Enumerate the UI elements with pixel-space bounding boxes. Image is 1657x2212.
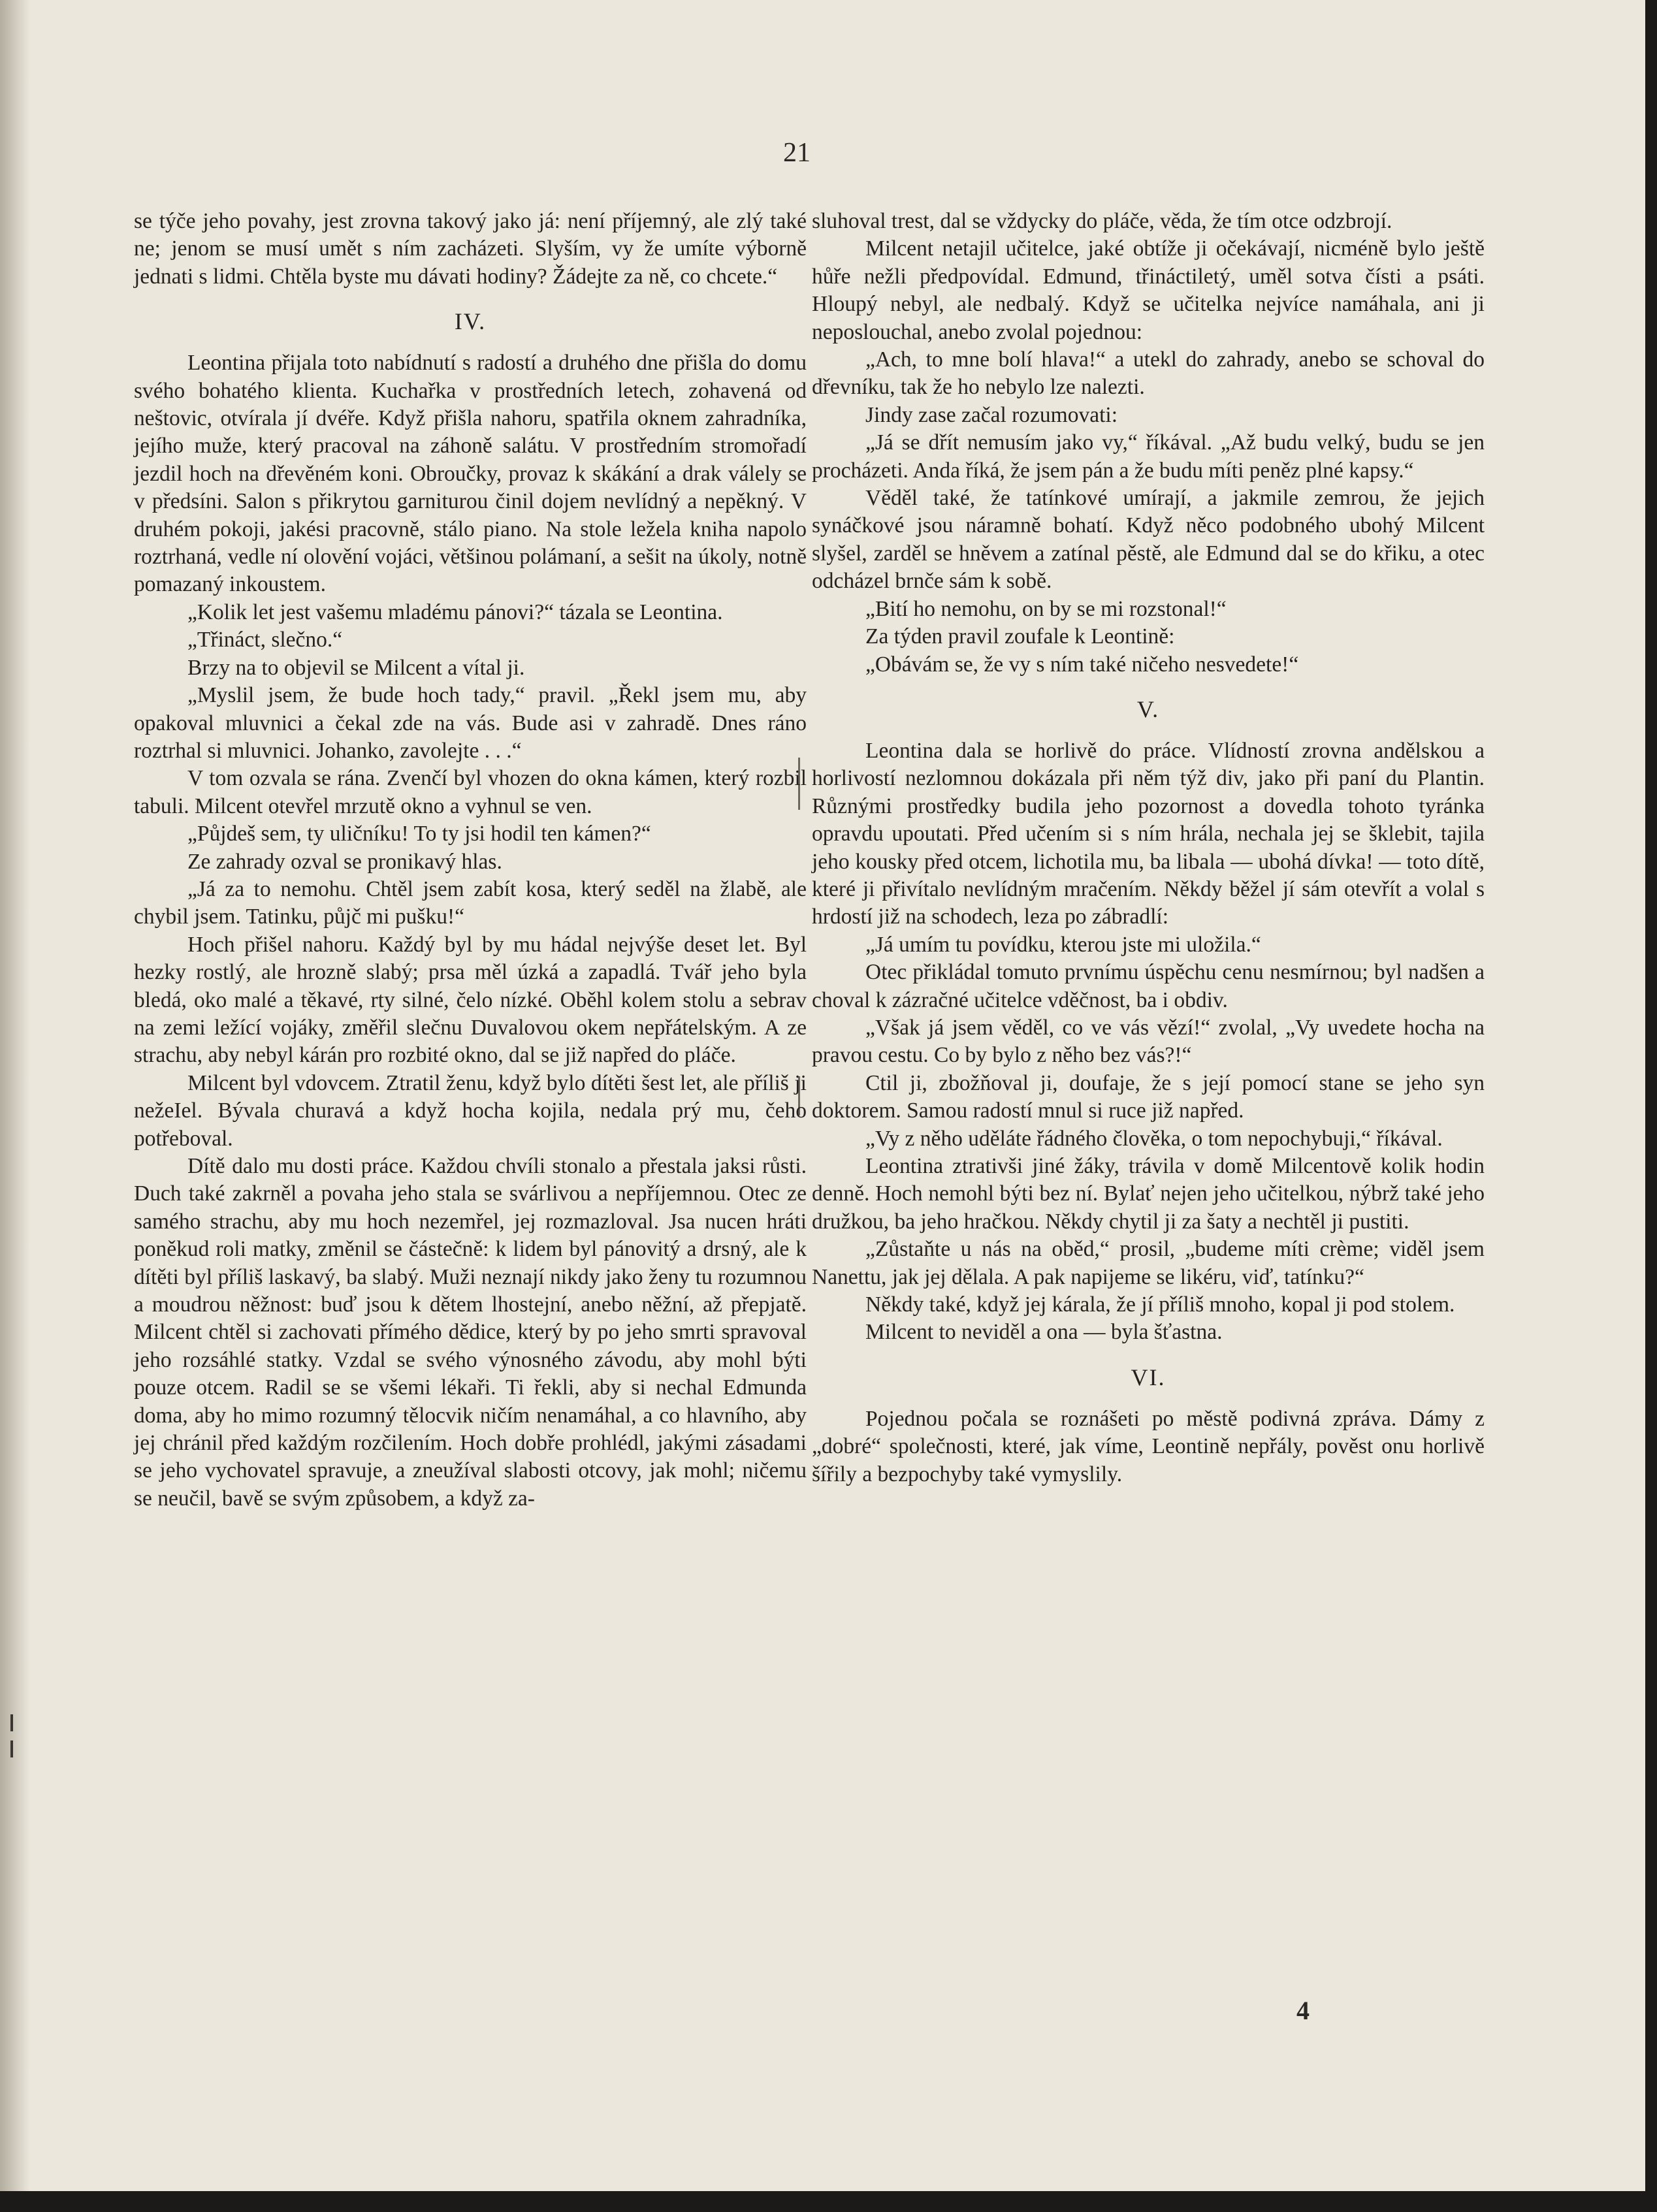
margin-mark (10, 1740, 13, 1757)
paragraph: sluhoval trest, dal se vždycky do pláče, věda, že tím otce odzbrojí. (812, 209, 1392, 233)
scan-border-bottom (0, 2191, 1657, 2212)
paragraph: Někdy také, když jej kárala, že jí příliš mnoho, kopal ji pod stolem. (865, 1292, 1455, 1317)
margin-mark (10, 1714, 13, 1731)
paragraph: Věděl také, že tatínkové umírají, a jakmile zemrou, že jejich synáčkové jsou náramně bohatí. Když něco podobného ubohý Milcent slyšel, zarděl se hněvem a zatínal pěstě, ale Edmund dal se do křiku, a otec odcházel brnče sám k sobě. (812, 486, 1485, 594)
paragraph: „Já za to nemohu. Chtěl jsem zabít kosa, který seděl na žlabě, ale chybil jsem. Tatinku, půjč mi pušku!“ (134, 876, 807, 929)
paragraph: „Bití ho nemohu, on by se mi rozstonal!“ (865, 596, 1227, 621)
paragraph: „Já umím tu povídku, kterou jste mi uložila.“ (865, 932, 1261, 957)
paragraph: V tom ozvala se rána. Zvenčí byl vhozen do okna kámen, který rozbil tabuli. Milcent otevřel mrzutě okno a vyhnul se ven. (134, 766, 807, 818)
paragraph: „Půjdeš sem, ty uličníku! To ty jsi hodil ten kámen?“ (187, 822, 651, 846)
paragraph: Milcent netajil učitelce, jaké obtíže ji očekávají, nicméně bylo ještě hůře nežli předpovídal. Edmund, třináctiletý, uměl sotva čísti a psáti. Hloupý nebyl, ale nedbalý. Když se učitelka nejvíce namáhala, ani ji neposlouchal, anebo zvolal pojednou: (812, 236, 1485, 344)
binding-shadow (0, 0, 30, 2212)
paragraph: „Ach, to mne bolí hlava!“ a utekl do zahrady, anebo se schoval do dřevníku, tak že ho nebylo lze nalezti. (812, 347, 1485, 400)
paragraph: Dítě dalo mu dosti práce. Každou chvíli stonalo a přestala jaksi růsti. Duch také zakrněl a povaha jeho stala se svárlivou a nepříjemnou. Otec ze samého strachu, aby mu hoch nezemřel, jej rozmazloval. Jsa nucen hráti poněkud roli matky, změnil se částečně: k lidem byl pánovitý a drsný, ale k dítěti byl příliš laskavý, ba slabý. Muži neznají nikdy jako ženy tu rozumnou a moudrou něžnost: buď jsou k dětem lhostejní, anebo něžní, až přepjatě. Milcent chtěl si zachovati přímého dědice, který by po jeho smrti spravoval jeho rozsáhlé statky. Vzdal se svého výnosného závodu, aby mohl býti pouze otcem. Radil se se všemi lékaři. Ti řekli, aby si nechal Edmunda doma, aby ho mimo rozumný tělocvik ničím nenamáhal, a co hlavního, aby jej chránil před každým rozčilením. Hoch dobře prohlédl, jakými zásadami se jeho vychovatel spravuje, a zneužíval slabosti otcovy, jak mohl; ničemu se neučil, bavě se svým způsobem, a když za- (134, 1154, 807, 1511)
chapter-heading: V. (1136, 696, 1160, 722)
paragraph: Otec přikládal tomuto prvnímu úspěchu cenu nesmírnou; byl nadšen a choval k zázračné učitelce vděčnost, ba i obdiv. (812, 960, 1485, 1012)
paragraph: „Obávám se, že vy s ním také ničeho nesvedete!“ (865, 652, 1299, 677)
paragraph: Jindy zase začal rozumovati: (865, 402, 1118, 427)
paragraph: Milcent to neviděl a ona — byla šťastna. (865, 1320, 1223, 1345)
paragraph: Ctil ji, zbožňoval ji, doufaje, že s její pomocí stane se jeho syn doktorem. Samou radostí mnul si ruce již napřed. (812, 1070, 1485, 1123)
paragraph: „Kolik let jest vašemu mladému pánovi?“ tázala se Leontina. (187, 600, 723, 624)
paragraph: „Vy z něho uděláte řádného člověka, o tom nepochybuji,“ říkával. (865, 1126, 1443, 1151)
paragraph: Pojednou počala se roznášeti po městě podivná zpráva. Dámy z „dobré“ společnosti, které, jak víme, Leontině nepřály, pověst onu horlivě šířily a bezpochyby také vymyslily. (812, 1406, 1485, 1486)
scan-border-right (1645, 0, 1657, 2212)
paragraph: „Však já jsem věděl, co ve vás vězí!“ zvolal, „Vy uvedete hocha na pravou cestu. Co by bylo z něho bez vás?!“ (812, 1015, 1485, 1068)
paragraph: Leontina ztrativši jiné žáky, trávila v domě Milcentově kolik hodin denně. Hoch nemohl býti bez ní. Bylať nejen jeho učitelkou, nýbrž také jeho družkou, ba jeho hračkou. Někdy chytil ji za šaty a nechtěl ji pustiti. (812, 1154, 1485, 1234)
paragraph: Hoch přišel nahoru. Každý byl by mu hádal nejvýše deset let. Byl hezky rostlý, ale hrozně slabý; prsa měl úzká a zapadlá. Tvář jeho byla bledá, oko malé a těkavé, rty silné, čelo nízké. Oběhl kolem stolu a sebrav na zemi ležící vojáky, změřil slečnu Duvalovou okem nepřátelským. A ze strachu, aby nebyl kárán pro rozbité okno, dal se již napřed do pláče. (134, 932, 807, 1068)
paragraph: „Já se dřít nemusím jako vy,“ říkával. „Až budu velký, budu se jen procházeti. Anda říká, že jsem pán a že budu míti peněz plné kapsy.“ (812, 430, 1485, 483)
right-text-column (812, 208, 1485, 1488)
paragraph: Brzy na to objevil se Milcent a vítal ji. (187, 655, 525, 680)
chapter-heading: IV. (454, 308, 487, 335)
paragraph: Za týden pravil zoufale k Leontině: (865, 624, 1175, 649)
paragraph: Ze zahrady ozval se pronikavý hlas. (187, 849, 502, 874)
paragraph: „Zůstaňte u nás na oběd,“ prosil, „budeme míti crème; viděl jsem Nanettu, jak jej dělala. A pak napijeme se likéru, viď, tatínku?“ (812, 1237, 1485, 1289)
paragraph: „Myslil jsem, že bude hoch tady,“ pravil. „Řekl jsem mu, aby opakoval mluvnici a čekal zde na vás. Bude asi v zahradě. Dnes ráno roztrhal si mluvnici. Johanko, zavolejte . . .“ (134, 683, 807, 763)
signature-mark: 4 (1296, 1996, 1310, 2025)
paragraph: „Třináct, slečno.“ (187, 628, 343, 652)
paragraph: Leontina dala se horlivě do práce. Vlídností zrovna andělskou a horlivostí nezlomnou dokázala při něm týž div, jako při paní du Plantin. Různými prostředky budila jeho pozornost a dovedla tohoto tyránka opravdu upoutati. Před učením si s ním hrála, nechala jej se šklebit, tajila jeho kousky před otcem, lichotila mu, ba libala — ubohá dívka! — toto dítě, které ji přivítalo nevlídným mračením. Někdy běžel jí sám otevřít a volal s hrdostí již na schodech, leza po zábradlí: (812, 738, 1485, 929)
left-text-column (134, 208, 807, 1513)
paragraph: Leontina přijala toto nabídnutí s radostí a druhého dne přišla do domu svého bohatého klienta. Kuchařka v prostředních letech, zohavená od neštovic, otvírala jí dvéře. Když přišla nahoru, spatřila oknem zahradníka, jejího muže, který pracoval na záhoně salátu. V prostředním stromořadí jezdil hoch na dřevěném koni. Obroučky, provaz k skákání a drak válely se v předsíni. Salon s přikrytou garniturou činil dojem nevlídný a nepěkný. V druhém pokoji, jakési pracovně, stálo piano. Na stole ležela kniha napolo roztrhaná, vedle ní olovění vojáci, většinou polámaní, a sešit na úkoly, notně pomazaný inkoustem. (134, 351, 807, 597)
paragraph: Milcent byl vdovcem. Ztratil ženu, když bylo dítěti šest let, ale příliš ji nežeIel. Bývala churavá a když hocha kojila, nedala prý mu, čeho potřeboval. (134, 1070, 807, 1151)
chapter-heading: VI. (1131, 1364, 1166, 1390)
paragraph: se týče jeho povahy, jest zrovna takový jako já: není příjemný, ale zlý také ne; jenom se musí umět s ním zacházeti. Slyším, vy že umíte výborně jednati s lidmi. Chtěla byste mu dávati hodiny? Žádejte za ně, co chcete.“ (134, 209, 807, 289)
page-number: 21 (783, 138, 811, 168)
